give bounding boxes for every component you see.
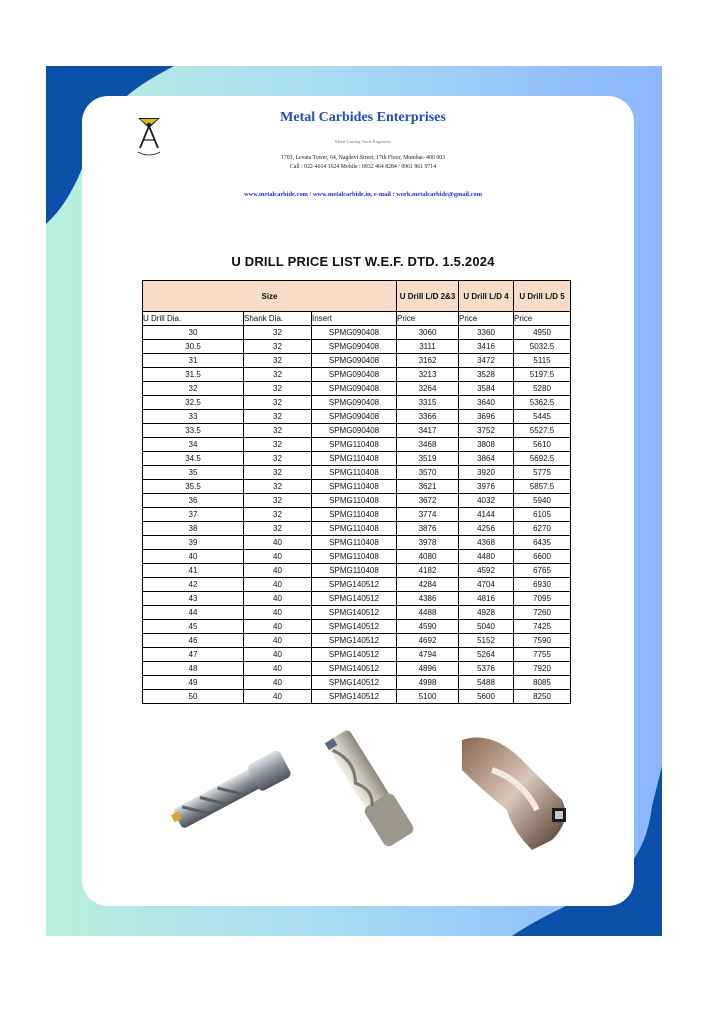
drill-dia-cell: 45 xyxy=(143,620,244,634)
price-ld-5-cell: 5610 xyxy=(514,438,571,452)
price-ld-5-cell: 5940 xyxy=(514,494,571,508)
shank-dia-cell: 40 xyxy=(244,606,312,620)
price-ld-2-3-cell: 4794 xyxy=(397,648,459,662)
drill-dia-cell: 47 xyxy=(143,648,244,662)
insert-cell: SPMG140512 xyxy=(312,578,397,592)
price-ld-2-3-cell: 3417 xyxy=(397,424,459,438)
price-ld-4-cell: 3472 xyxy=(459,354,514,368)
price-ld-4-cell: 4032 xyxy=(459,494,514,508)
price-ld-5-cell: 5362.5 xyxy=(514,396,571,410)
drill-dia-cell: 33 xyxy=(143,410,244,424)
drill-dia-cell: 39 xyxy=(143,536,244,550)
table-row xyxy=(143,466,571,480)
drill-dia-cell: 34 xyxy=(143,438,244,452)
company-name: Metal Carbides Enterprises xyxy=(280,110,446,125)
subheader-price-ld-4: Price xyxy=(459,312,514,326)
address-line: 1703, Levata Tower, 64, Nagdevi Street, 17th Floor, Mumbai- 400 003 xyxy=(280,155,446,161)
price-ld-4-cell: 3640 xyxy=(459,396,514,410)
insert-cell: SPMG090408 xyxy=(312,410,397,424)
price-ld-4-cell: 4928 xyxy=(459,606,514,620)
shank-dia-cell: 40 xyxy=(244,620,312,634)
drill-dia-cell: 36 xyxy=(143,494,244,508)
price-ld-2-3-cell: 3774 xyxy=(397,508,459,522)
price-ld-4-cell: 5488 xyxy=(459,676,514,690)
price-ld-2-3-cell: 4896 xyxy=(397,662,459,676)
price-ld-5-cell: 6600 xyxy=(514,550,571,564)
insert-cell: SPMG140512 xyxy=(312,606,397,620)
shank-dia-cell: 32 xyxy=(244,522,312,536)
insert-cell: SPMG140512 xyxy=(312,676,397,690)
price-ld-5-cell: 8250 xyxy=(514,690,571,704)
price-ld-5-cell: 4950 xyxy=(514,326,571,340)
document-title: U DRILL PRICE LIST W.E.F. DTD. 1.5.2024 xyxy=(231,254,495,269)
drill-dia-cell: 32 xyxy=(143,382,244,396)
table-row xyxy=(143,438,571,452)
price-ld-4-cell: 4256 xyxy=(459,522,514,536)
insert-cell: SPMG090408 xyxy=(312,340,397,354)
insert-cell: SPMG140512 xyxy=(312,690,397,704)
insert-cell: SPMG110408 xyxy=(312,494,397,508)
drill-dia-cell: 50 xyxy=(143,690,244,704)
insert-cell: SPMG110408 xyxy=(312,480,397,494)
drill-dia-cell: 38 xyxy=(143,522,244,536)
table-row xyxy=(143,634,571,648)
company-tagline: Metal Cutting Tools Engineers xyxy=(334,139,392,144)
table-subheader-row xyxy=(143,312,571,326)
price-ld-2-3-cell: 3162 xyxy=(397,354,459,368)
insert-cell: SPMG140512 xyxy=(312,592,397,606)
price-ld-2-3-cell: 3315 xyxy=(397,396,459,410)
table-row xyxy=(143,480,571,494)
price-ld-4-cell: 3416 xyxy=(459,340,514,354)
table-row xyxy=(143,522,571,536)
price-ld-2-3-cell: 4692 xyxy=(397,634,459,648)
table-row xyxy=(143,354,571,368)
drill-dia-cell: 30.5 xyxy=(143,340,244,354)
price-ld-5-cell: 5280 xyxy=(514,382,571,396)
insert-cell: SPMG110408 xyxy=(312,466,397,480)
drill-dia-cell: 31.5 xyxy=(143,368,244,382)
shank-dia-cell: 32 xyxy=(244,340,312,354)
price-table xyxy=(142,280,571,704)
company-address xyxy=(140,154,586,172)
table-row xyxy=(143,592,571,606)
insert-cell: SPMG090408 xyxy=(312,424,397,438)
table-row xyxy=(143,606,571,620)
price-ld-2-3-cell: 4488 xyxy=(397,606,459,620)
price-ld-5-cell: 7260 xyxy=(514,606,571,620)
price-ld-2-3-cell: 3366 xyxy=(397,410,459,424)
table-row xyxy=(143,564,571,578)
contact-line: Call : 022-4014 1624 Mobile : 0932 464 8284 / 0961 961 9714 xyxy=(289,164,437,170)
price-ld-5-cell: 7425 xyxy=(514,620,571,634)
price-ld-5-cell: 7755 xyxy=(514,648,571,662)
insert-cell: SPMG090408 xyxy=(312,354,397,368)
table-row xyxy=(143,578,571,592)
shank-dia-cell: 32 xyxy=(244,326,312,340)
subheader-shank-dia: Shank Dia. xyxy=(244,312,312,326)
shank-dia-cell: 40 xyxy=(244,578,312,592)
price-ld-4-cell: 5376 xyxy=(459,662,514,676)
insert-cell: SPMG090408 xyxy=(312,368,397,382)
u-drill-photo-3 xyxy=(452,730,582,860)
drill-dia-cell: 33.5 xyxy=(143,424,244,438)
price-ld-5-cell: 6435 xyxy=(514,536,571,550)
insert-cell: SPMG110408 xyxy=(312,438,397,452)
price-ld-2-3-cell: 5100 xyxy=(397,690,459,704)
drill-dia-cell: 49 xyxy=(143,676,244,690)
price-ld-2-3-cell: 4386 xyxy=(397,592,459,606)
price-ld-4-cell: 3752 xyxy=(459,424,514,438)
shank-dia-cell: 32 xyxy=(244,508,312,522)
group-header-ld-4: U Drill L/D 4 xyxy=(459,281,514,312)
price-ld-5-cell: 6930 xyxy=(514,578,571,592)
price-ld-2-3-cell: 3672 xyxy=(397,494,459,508)
drill-dia-cell: 48 xyxy=(143,662,244,676)
shank-dia-cell: 40 xyxy=(244,634,312,648)
table-row xyxy=(143,396,571,410)
table-row xyxy=(143,368,571,382)
drill-dia-cell: 44 xyxy=(143,606,244,620)
table-row xyxy=(143,550,571,564)
shank-dia-cell: 40 xyxy=(244,648,312,662)
price-ld-4-cell: 3360 xyxy=(459,326,514,340)
price-ld-5-cell: 7095 xyxy=(514,592,571,606)
price-ld-5-cell: 6105 xyxy=(514,508,571,522)
price-ld-4-cell: 3864 xyxy=(459,452,514,466)
insert-cell: SPMG090408 xyxy=(312,396,397,410)
price-ld-2-3-cell: 3570 xyxy=(397,466,459,480)
price-ld-2-3-cell: 3519 xyxy=(397,452,459,466)
shank-dia-cell: 32 xyxy=(244,480,312,494)
shank-dia-cell: 40 xyxy=(244,536,312,550)
price-ld-5-cell: 6270 xyxy=(514,522,571,536)
price-ld-2-3-cell: 4590 xyxy=(397,620,459,634)
insert-cell: SPMG140512 xyxy=(312,620,397,634)
table-row xyxy=(143,340,571,354)
shank-dia-cell: 32 xyxy=(244,354,312,368)
table-row xyxy=(143,508,571,522)
group-header-ld-2-3: U Drill L/D 2&3 xyxy=(397,281,459,312)
price-ld-4-cell: 3528 xyxy=(459,368,514,382)
price-ld-5-cell: 8085 xyxy=(514,676,571,690)
subheader-price-ld-2-3: Price xyxy=(397,312,459,326)
price-ld-2-3-cell: 3621 xyxy=(397,480,459,494)
table-row xyxy=(143,382,571,396)
insert-cell: SPMG110408 xyxy=(312,536,397,550)
price-ld-5-cell: 5527.5 xyxy=(514,424,571,438)
price-ld-2-3-cell: 3264 xyxy=(397,382,459,396)
table-header-row xyxy=(143,281,571,312)
price-ld-4-cell: 4816 xyxy=(459,592,514,606)
price-ld-4-cell: 3584 xyxy=(459,382,514,396)
insert-cell: SPMG140512 xyxy=(312,634,397,648)
price-ld-4-cell: 3920 xyxy=(459,466,514,480)
shank-dia-cell: 40 xyxy=(244,592,312,606)
insert-cell: SPMG110408 xyxy=(312,508,397,522)
insert-cell: SPMG110408 xyxy=(312,550,397,564)
web-links[interactable]: www.metalcarbide.com / www.metalcarbide.in, e-mail : work.metalcarbide@gmail.com xyxy=(243,191,483,198)
price-ld-4-cell: 4592 xyxy=(459,564,514,578)
table-row xyxy=(143,536,571,550)
shank-dia-cell: 32 xyxy=(244,494,312,508)
insert-cell: SPMG090408 xyxy=(312,382,397,396)
drill-dia-cell: 31 xyxy=(143,354,244,368)
price-ld-4-cell: 5152 xyxy=(459,634,514,648)
u-drill-photo-1 xyxy=(160,740,302,840)
price-ld-2-3-cell: 3060 xyxy=(397,326,459,340)
insert-cell: SPMG110408 xyxy=(312,522,397,536)
drill-dia-cell: 46 xyxy=(143,634,244,648)
u-drill-photo-2 xyxy=(310,725,435,850)
shank-dia-cell: 32 xyxy=(244,452,312,466)
shank-dia-cell: 32 xyxy=(244,368,312,382)
price-ld-2-3-cell: 3213 xyxy=(397,368,459,382)
shank-dia-cell: 32 xyxy=(244,424,312,438)
table-row xyxy=(143,676,571,690)
price-ld-5-cell: 5857.5 xyxy=(514,480,571,494)
shank-dia-cell: 32 xyxy=(244,382,312,396)
group-header-ld-5: U Drill L/D 5 xyxy=(514,281,571,312)
price-ld-2-3-cell: 4080 xyxy=(397,550,459,564)
drill-dia-cell: 34.5 xyxy=(143,452,244,466)
price-ld-5-cell: 5775 xyxy=(514,466,571,480)
price-ld-5-cell: 5197.5 xyxy=(514,368,571,382)
table-row xyxy=(143,452,571,466)
price-ld-4-cell: 5040 xyxy=(459,620,514,634)
price-ld-2-3-cell: 3468 xyxy=(397,438,459,452)
shank-dia-cell: 40 xyxy=(244,676,312,690)
price-ld-2-3-cell: 4284 xyxy=(397,578,459,592)
drill-dia-cell: 42 xyxy=(143,578,244,592)
price-ld-4-cell: 3976 xyxy=(459,480,514,494)
drill-dia-cell: 37 xyxy=(143,508,244,522)
price-ld-5-cell: 5115 xyxy=(514,354,571,368)
price-ld-5-cell: 7590 xyxy=(514,634,571,648)
table-row xyxy=(143,424,571,438)
drill-dia-cell: 40 xyxy=(143,550,244,564)
price-ld-5-cell: 6765 xyxy=(514,564,571,578)
price-ld-4-cell: 3696 xyxy=(459,410,514,424)
table-row xyxy=(143,690,571,704)
table-body xyxy=(143,312,571,704)
price-ld-5-cell: 7920 xyxy=(514,662,571,676)
subheader-insert: Insert xyxy=(312,312,397,326)
drill-dia-cell: 35.5 xyxy=(143,480,244,494)
price-ld-4-cell: 4480 xyxy=(459,550,514,564)
shank-dia-cell: 40 xyxy=(244,690,312,704)
insert-cell: SPMG140512 xyxy=(312,662,397,676)
price-ld-2-3-cell: 3876 xyxy=(397,522,459,536)
price-ld-4-cell: 4368 xyxy=(459,536,514,550)
price-ld-4-cell: 3808 xyxy=(459,438,514,452)
price-ld-2-3-cell: 3978 xyxy=(397,536,459,550)
price-ld-5-cell: 5692.5 xyxy=(514,452,571,466)
price-ld-2-3-cell: 4998 xyxy=(397,676,459,690)
price-ld-4-cell: 4704 xyxy=(459,578,514,592)
subheader-drill-dia: U Drill Dia. xyxy=(143,312,244,326)
insert-cell: SPMG110408 xyxy=(312,452,397,466)
shank-dia-cell: 32 xyxy=(244,410,312,424)
shank-dia-cell: 40 xyxy=(244,662,312,676)
subheader-price-ld-5: Price xyxy=(514,312,571,326)
price-ld-4-cell: 4144 xyxy=(459,508,514,522)
insert-cell: SPMG110408 xyxy=(312,564,397,578)
table-row xyxy=(143,410,571,424)
price-ld-2-3-cell: 4182 xyxy=(397,564,459,578)
drill-dia-cell: 35 xyxy=(143,466,244,480)
drill-dia-cell: 43 xyxy=(143,592,244,606)
table-row xyxy=(143,662,571,676)
table-row xyxy=(143,648,571,662)
table-row xyxy=(143,494,571,508)
table-row xyxy=(143,326,571,340)
drill-dia-cell: 41 xyxy=(143,564,244,578)
drill-dia-cell: 30 xyxy=(143,326,244,340)
shank-dia-cell: 32 xyxy=(244,466,312,480)
price-ld-5-cell: 5445 xyxy=(514,410,571,424)
price-ld-4-cell: 5264 xyxy=(459,648,514,662)
insert-cell: SPMG090408 xyxy=(312,326,397,340)
price-ld-2-3-cell: 3111 xyxy=(397,340,459,354)
size-header: Size xyxy=(143,281,397,312)
shank-dia-cell: 32 xyxy=(244,438,312,452)
drill-dia-cell: 32.5 xyxy=(143,396,244,410)
price-ld-5-cell: 5032.5 xyxy=(514,340,571,354)
shank-dia-cell: 40 xyxy=(244,564,312,578)
insert-cell: SPMG140512 xyxy=(312,648,397,662)
price-ld-4-cell: 5600 xyxy=(459,690,514,704)
shank-dia-cell: 32 xyxy=(244,396,312,410)
table-row xyxy=(143,620,571,634)
shank-dia-cell: 40 xyxy=(244,550,312,564)
